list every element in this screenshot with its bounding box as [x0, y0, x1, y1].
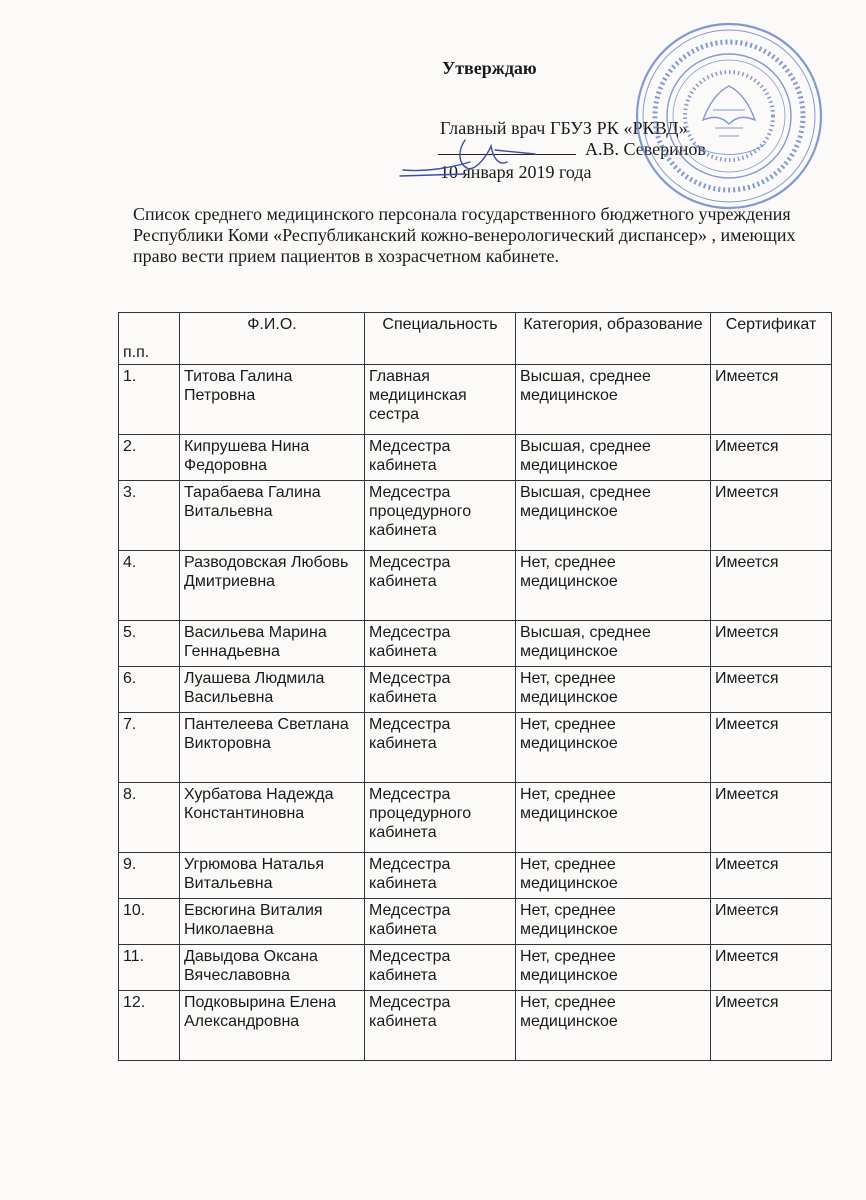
row-specialty: Медсестра кабинета: [365, 853, 516, 899]
table-row: [119, 667, 832, 713]
table-row: [119, 551, 832, 621]
row-certificate: Имеется: [711, 991, 832, 1061]
round-seal-icon: [633, 20, 825, 212]
row-full-name: Васильева Марина Геннадьевна: [180, 621, 365, 667]
row-number: 10.: [119, 899, 180, 945]
row-certificate: Имеется: [711, 365, 832, 435]
row-full-name: Разводовская Любовь Дмитриевна: [180, 551, 365, 621]
table-row: [119, 481, 832, 551]
row-full-name: Давыдова Оксана Вячеславовна: [180, 945, 365, 991]
row-number: 7.: [119, 713, 180, 783]
row-specialty: Медсестра кабинета: [365, 667, 516, 713]
row-full-name: Луашева Людмила Васильевна: [180, 667, 365, 713]
header-certificate: Сертификат: [711, 313, 832, 365]
row-certificate: Имеется: [711, 551, 832, 621]
row-certificate: Имеется: [711, 481, 832, 551]
row-category: Нет, среднее медицинское: [516, 991, 711, 1061]
row-category: Нет, среднее медицинское: [516, 783, 711, 853]
row-certificate: Имеется: [711, 853, 832, 899]
row-certificate: Имеется: [711, 667, 832, 713]
row-full-name: Угрюмова Наталья Витальевна: [180, 853, 365, 899]
row-number: 1.: [119, 365, 180, 435]
chief-physician-position: Главный врач ГБУЗ РК «РКВД»: [440, 118, 688, 138]
row-certificate: Имеется: [711, 945, 832, 991]
row-category: Нет, среднее медицинское: [516, 945, 711, 991]
table-row: [119, 899, 832, 945]
row-certificate: Имеется: [711, 713, 832, 783]
table-row: [119, 991, 832, 1061]
row-specialty: Медсестра кабинета: [365, 551, 516, 621]
table-row: [119, 621, 832, 667]
table-row: [119, 783, 832, 853]
header-category: Категория, образование: [516, 313, 711, 365]
header-full-name: Ф.И.О.: [180, 313, 365, 365]
row-specialty: Медсестра кабинета: [365, 621, 516, 667]
table-row: [119, 435, 832, 481]
staff-table: [118, 312, 832, 1061]
header-number: п.п.: [119, 313, 180, 365]
row-specialty: Медсестра кабинета: [365, 713, 516, 783]
row-full-name: Пантелеева Светлана Викторовна: [180, 713, 365, 783]
approve-heading: Утверждаю: [442, 58, 537, 78]
table-row: [119, 713, 832, 783]
row-certificate: Имеется: [711, 783, 832, 853]
table-row: [119, 945, 832, 991]
row-category: Высшая, среднее медицинское: [516, 621, 711, 667]
row-category: Нет, среднее медицинское: [516, 713, 711, 783]
row-certificate: Имеется: [711, 435, 832, 481]
row-specialty: Медсестра процедурного кабинета: [365, 481, 516, 551]
row-specialty: Медсестра кабинета: [365, 435, 516, 481]
row-category: Высшая, среднее медицинское: [516, 481, 711, 551]
row-number: 5.: [119, 621, 180, 667]
row-number: 4.: [119, 551, 180, 621]
row-number: 12.: [119, 991, 180, 1061]
row-category: Нет, среднее медицинское: [516, 551, 711, 621]
row-number: 11.: [119, 945, 180, 991]
row-specialty: Медсестра кабинета: [365, 945, 516, 991]
row-category: Нет, среднее медицинское: [516, 667, 711, 713]
row-category: Высшая, среднее медицинское: [516, 435, 711, 481]
table-header-row: [119, 313, 832, 365]
row-number: 8.: [119, 783, 180, 853]
row-category: Нет, среднее медицинское: [516, 853, 711, 899]
row-specialty: Медсестра кабинета: [365, 991, 516, 1061]
row-category: Нет, среднее медицинское: [516, 899, 711, 945]
header-specialty: Специальность: [365, 313, 516, 365]
row-specialty: Медсестра кабинета: [365, 899, 516, 945]
row-number: 2.: [119, 435, 180, 481]
row-full-name: Евсюгина Виталия Николаевна: [180, 899, 365, 945]
row-full-name: Кипрушева Нина Федоровна: [180, 435, 365, 481]
row-full-name: Тарабаева Галина Витальевна: [180, 481, 365, 551]
approval-date: 10 января 2019 года: [440, 162, 592, 182]
row-certificate: Имеется: [711, 621, 832, 667]
signer-name: А.В. Северинов: [585, 139, 706, 159]
row-full-name: Хурбатова Надежда Константиновна: [180, 783, 365, 853]
row-specialty: Медсестра процедурного кабинета: [365, 783, 516, 853]
row-number: 3.: [119, 481, 180, 551]
row-full-name: Титова Галина Петровна: [180, 365, 365, 435]
signature-icon: [395, 132, 545, 180]
row-specialty: Главная медицинская сестра: [365, 365, 516, 435]
row-full-name: Подковырина Елена Александровна: [180, 991, 365, 1061]
row-category: Высшая, среднее медицинское: [516, 365, 711, 435]
document-intro: Список среднего медицинского персонала государственного бюджетного учреждения Республики Коми «Республиканский кожно-венерологический диспансер» , имеющих право вести прием пациентов в хозрасчетном кабинете.: [133, 204, 796, 266]
table-row: [119, 853, 832, 899]
row-number: 9.: [119, 853, 180, 899]
row-number: 6.: [119, 667, 180, 713]
row-certificate: Имеется: [711, 899, 832, 945]
table-row: [119, 365, 832, 435]
